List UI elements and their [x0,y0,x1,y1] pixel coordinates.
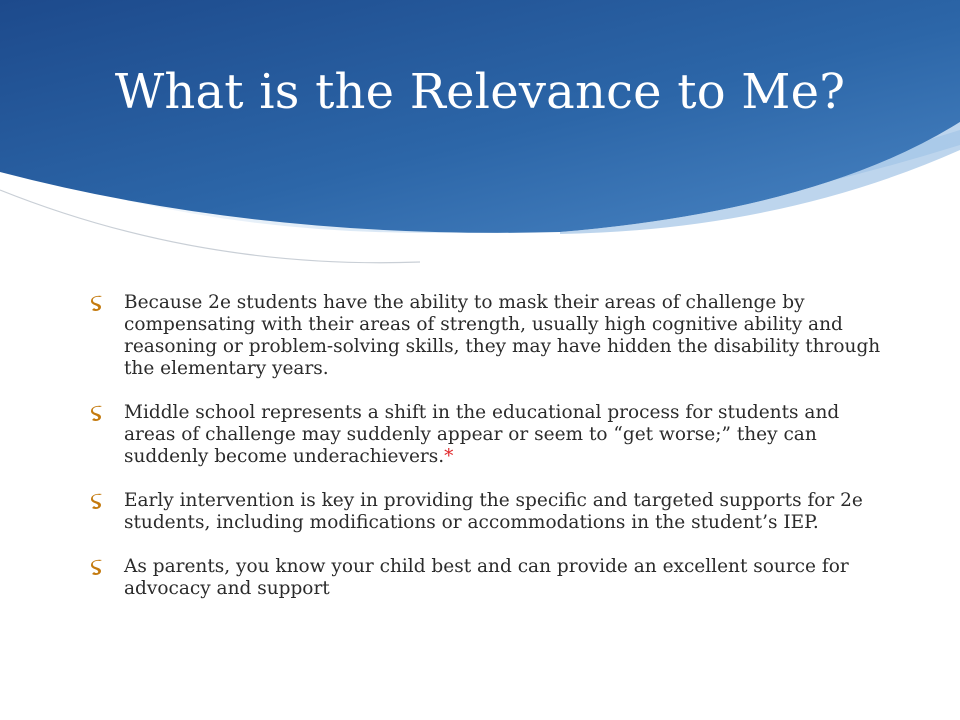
stylized-s-bullet-icon [90,405,104,423]
bullet-item [88,402,888,468]
bullet-item [88,490,888,534]
stylized-s-bullet-icon [90,295,104,313]
footnote-asterisk: * [444,446,454,467]
stylized-s-bullet-icon [90,493,104,511]
bullet-text: Middle school represents a shift in the educational process for students and areas of challenge may suddenly appear or seem to “get worse;” they can suddenly become underachievers. [124,402,840,467]
bullet-list [88,292,888,622]
bullet-item [88,556,888,600]
bullet-text: Early intervention is key in providing the specific and targeted supports for 2e students, including modifications or accommodations in the student’s IEP. [124,490,863,533]
bullet-text: Because 2e students have the ability to mask their areas of challenge by compensating with their areas of strength, usually high cognitive ability and reasoning or problem-solving skills, they may have hidden the disability through the elementary years. [124,292,881,379]
bullet-item [88,292,888,380]
slide-title: What is the Relevance to Me? [114,64,846,120]
stylized-s-bullet-icon [90,559,104,577]
bullet-text: As parents, you know your child best and can provide an excellent source for advocacy and support [124,556,849,599]
header-wave-background [0,0,960,300]
